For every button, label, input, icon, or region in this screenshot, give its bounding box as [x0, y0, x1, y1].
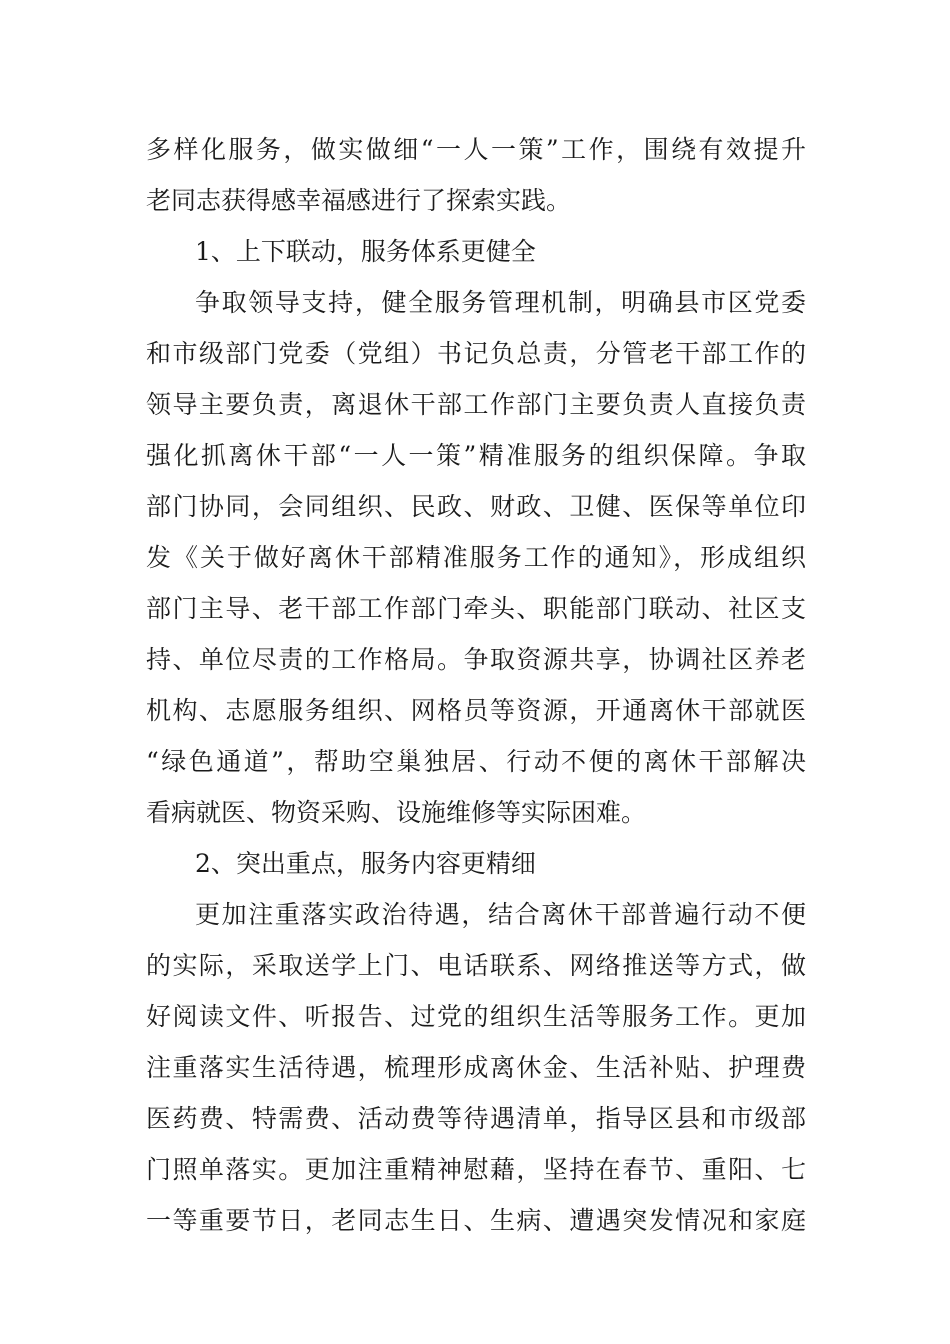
paragraph-line: 老同志获得感幸福感进行了探索实践。 [146, 186, 572, 215]
paragraph-line: 强化抓离休干部“一人一策”精准服务的组织保障。争取 [146, 441, 806, 470]
paragraph-line: 部门协同，会同组织、民政、财政、卫健、医保等单位印 [146, 492, 806, 521]
paragraph-line: 医药费、特需费、活动费等待遇清单，指导区县和市级部 [146, 1104, 806, 1133]
paragraph-line: 持、单位尽责的工作格局。争取资源共享，协调社区养老 [146, 645, 806, 674]
paragraph-line: 争取领导支持，健全服务管理机制，明确县市区党委 [195, 288, 806, 317]
paragraph-line: 更加注重落实政治待遇，结合离休干部普遍行动不便 [195, 900, 806, 929]
paragraph-line: 门照单落实。更加注重精神慰藉，坚持在春节、重阳、七 [146, 1155, 806, 1184]
paragraph-line: 和市级部门党委（党组）书记负总责，分管老干部工作的 [146, 339, 806, 368]
paragraph-line: 一等重要节日，老同志生日、生病、遭遇突发情况和家庭 [146, 1206, 806, 1235]
section-heading-1: 1、上下联动，服务体系更健全 [195, 237, 536, 266]
paragraph-line: 多样化服务，做实做细“一人一策”工作，围绕有效提升 [146, 135, 806, 164]
paragraph-line: 部门主导、老干部工作部门牵头、职能部门联动、社区支 [146, 594, 806, 623]
paragraph-line: 好阅读文件、听报告、过党的组织生活等服务工作。更加 [146, 1002, 806, 1031]
paragraph-line: 发《关于做好离休干部精准服务工作的通知》，形成组织 [146, 543, 806, 572]
paragraph-line: 的实际，采取送学上门、电话联系、网络推送等方式，做 [146, 951, 806, 980]
paragraph-line: 看病就医、物资采购、设施维修等实际困难。 [146, 798, 647, 827]
paragraph-line: 机构、志愿服务组织、网格员等资源，开通离休干部就医 [146, 696, 806, 725]
section-heading-2: 2、突出重点，服务内容更精细 [195, 849, 536, 878]
paragraph-line: “绿色通道”，帮助空巢独居、行动不便的离休干部解决 [146, 747, 806, 776]
paragraph-line: 领导主要负责，离退休干部工作部门主要负责人直接负责 [146, 390, 806, 419]
paragraph-line: 注重落实生活待遇，梳理形成离休金、生活补贴、护理费 [146, 1053, 806, 1082]
